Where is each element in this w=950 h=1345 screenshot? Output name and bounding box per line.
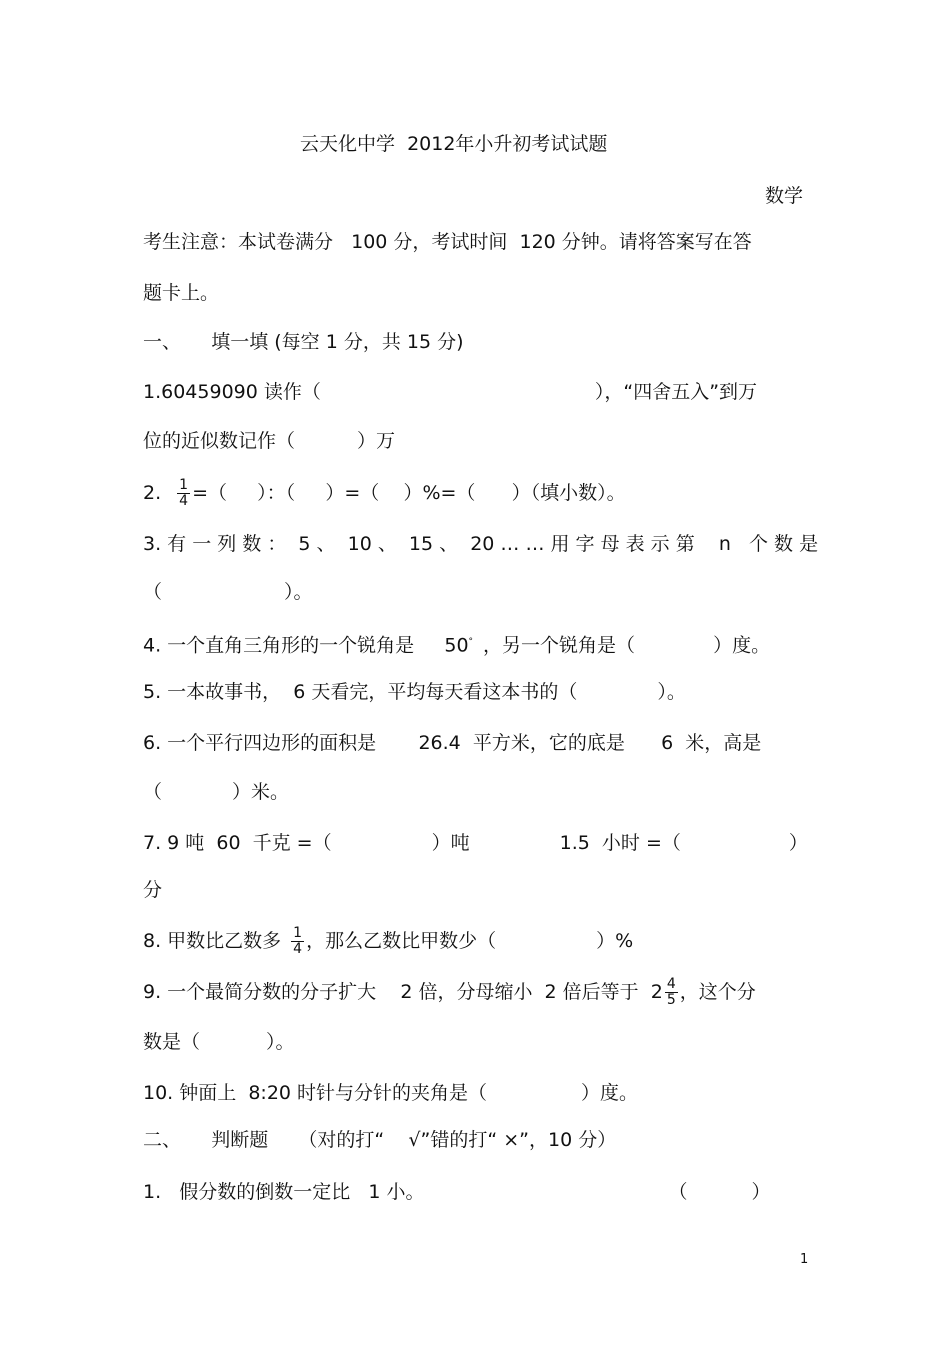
q5-text-a: 5. 一本故事书， 6 天看完，平均每天看这本书的（ (143, 681, 578, 703)
q2-fraction (177, 478, 190, 509)
q9-text-b: ，这个分 (679, 981, 756, 1003)
question-7-line-1 (143, 831, 808, 855)
j1-text-c: ） (751, 1181, 771, 1203)
section-2-heading: 二、 判断题 （对的打“ √”错的打“ ×”，10 分） (143, 1129, 617, 1151)
exam-title: 云天化中学 2012年小升初考试试题 (300, 133, 608, 155)
q10-text-b: ）度。 (581, 1082, 639, 1104)
q9-denominator: 5 (666, 992, 676, 1008)
q3-text-c: ）。 (284, 581, 313, 603)
question-6-line-1: 6. 一个平行四边形的面积是 26.4 平方米，它的底是 6 米，高是 (143, 732, 762, 754)
notice-line-2: 题卡上。 (143, 282, 220, 304)
q9-text-a: 9. 一个最简分数的分子扩大 2 倍，分母缩小 2 倍后等于 2 (143, 981, 663, 1003)
q8-numerator: 1 (293, 925, 303, 941)
q7-text-c: 1.5 小时 =（ (559, 832, 681, 854)
q4-text-a: 4. 一个直角三角形的一个锐角是 50 (143, 634, 469, 657)
question-3-line-1: 3. 有 一 列 数 ： 5 、 10 、 15 、 20 … … 用 字 母 表 示 第 n 个 数 是 (143, 533, 819, 555)
q8-fraction (291, 926, 304, 957)
q8-text-c: ）% (596, 930, 634, 952)
q2-numerator: 1 (179, 477, 189, 493)
q1-text-b: ），“四舍五入”到万 (594, 381, 758, 403)
q3-text-b: （ (143, 581, 163, 603)
q2-post: =（ ）：（ ）=（ ）%=（ ）（填小数）。 (192, 482, 626, 504)
notice-line-1: 考生注意：本试卷满分 100 分，考试时间 120 分钟。请将答案写在答 (143, 231, 752, 253)
question-8 (143, 926, 633, 957)
q7-text-a: 7. 9 吨 60 千克 =（ (143, 832, 332, 854)
q1-text-a: 1.60459090 读作（ (143, 381, 321, 403)
q10-text-a: 10. 钟面上 8:20 时针与分针的夹角是（ (143, 1082, 488, 1104)
question-9-line-1 (143, 977, 756, 1008)
q1-text-c: 位的近似数记作（ (143, 430, 296, 452)
question-1-line-2 (143, 429, 395, 453)
q2-pre: 2. (143, 482, 162, 504)
question-5 (143, 680, 686, 704)
degree-mark: ° (468, 637, 474, 647)
q4-text-b: ，另一个锐角是（ (483, 634, 636, 657)
q5-text-b: ）。 (657, 681, 686, 703)
j1-text-b: （ (668, 1181, 688, 1203)
question-9-line-2 (143, 1030, 295, 1054)
q7-text-b: ）吨 (431, 832, 470, 854)
question-10 (143, 1081, 638, 1105)
q4-text-c: ）度。 (713, 634, 771, 657)
judgment-1 (143, 1180, 771, 1204)
q9-fraction (665, 977, 678, 1008)
question-4 (143, 630, 770, 657)
subject-label: 数学 (765, 185, 804, 207)
q2-denominator: 4 (179, 493, 189, 509)
q7-text-d: ） (788, 832, 808, 854)
question-3-line-2 (143, 580, 313, 604)
question-2 (143, 478, 626, 509)
q6-text-b: （ (143, 781, 163, 803)
question-1-line-1 (143, 380, 757, 404)
q9-numerator: 4 (666, 976, 676, 992)
q8-denominator: 4 (293, 941, 303, 957)
q1-text-d: ）万 (357, 430, 396, 452)
q8-text-a: 8. 甲数比乙数多 (143, 930, 282, 952)
q8-text-b: ，那么乙数比甲数少（ (306, 930, 497, 952)
question-7-line-2: 分 (143, 879, 163, 901)
j1-text-a: 1. 假分数的倒数一定比 1 小。 (143, 1181, 425, 1203)
section-1-heading: 一、 填一填 (每空 1 分，共 15 分) (143, 331, 464, 353)
q9-text-c: 数是（ (143, 1031, 201, 1053)
question-6-line-2 (143, 780, 289, 804)
q9-text-d: ）。 (266, 1031, 295, 1053)
page-number: 1 (800, 1252, 809, 1267)
q6-text-c: ）米。 (232, 781, 290, 803)
